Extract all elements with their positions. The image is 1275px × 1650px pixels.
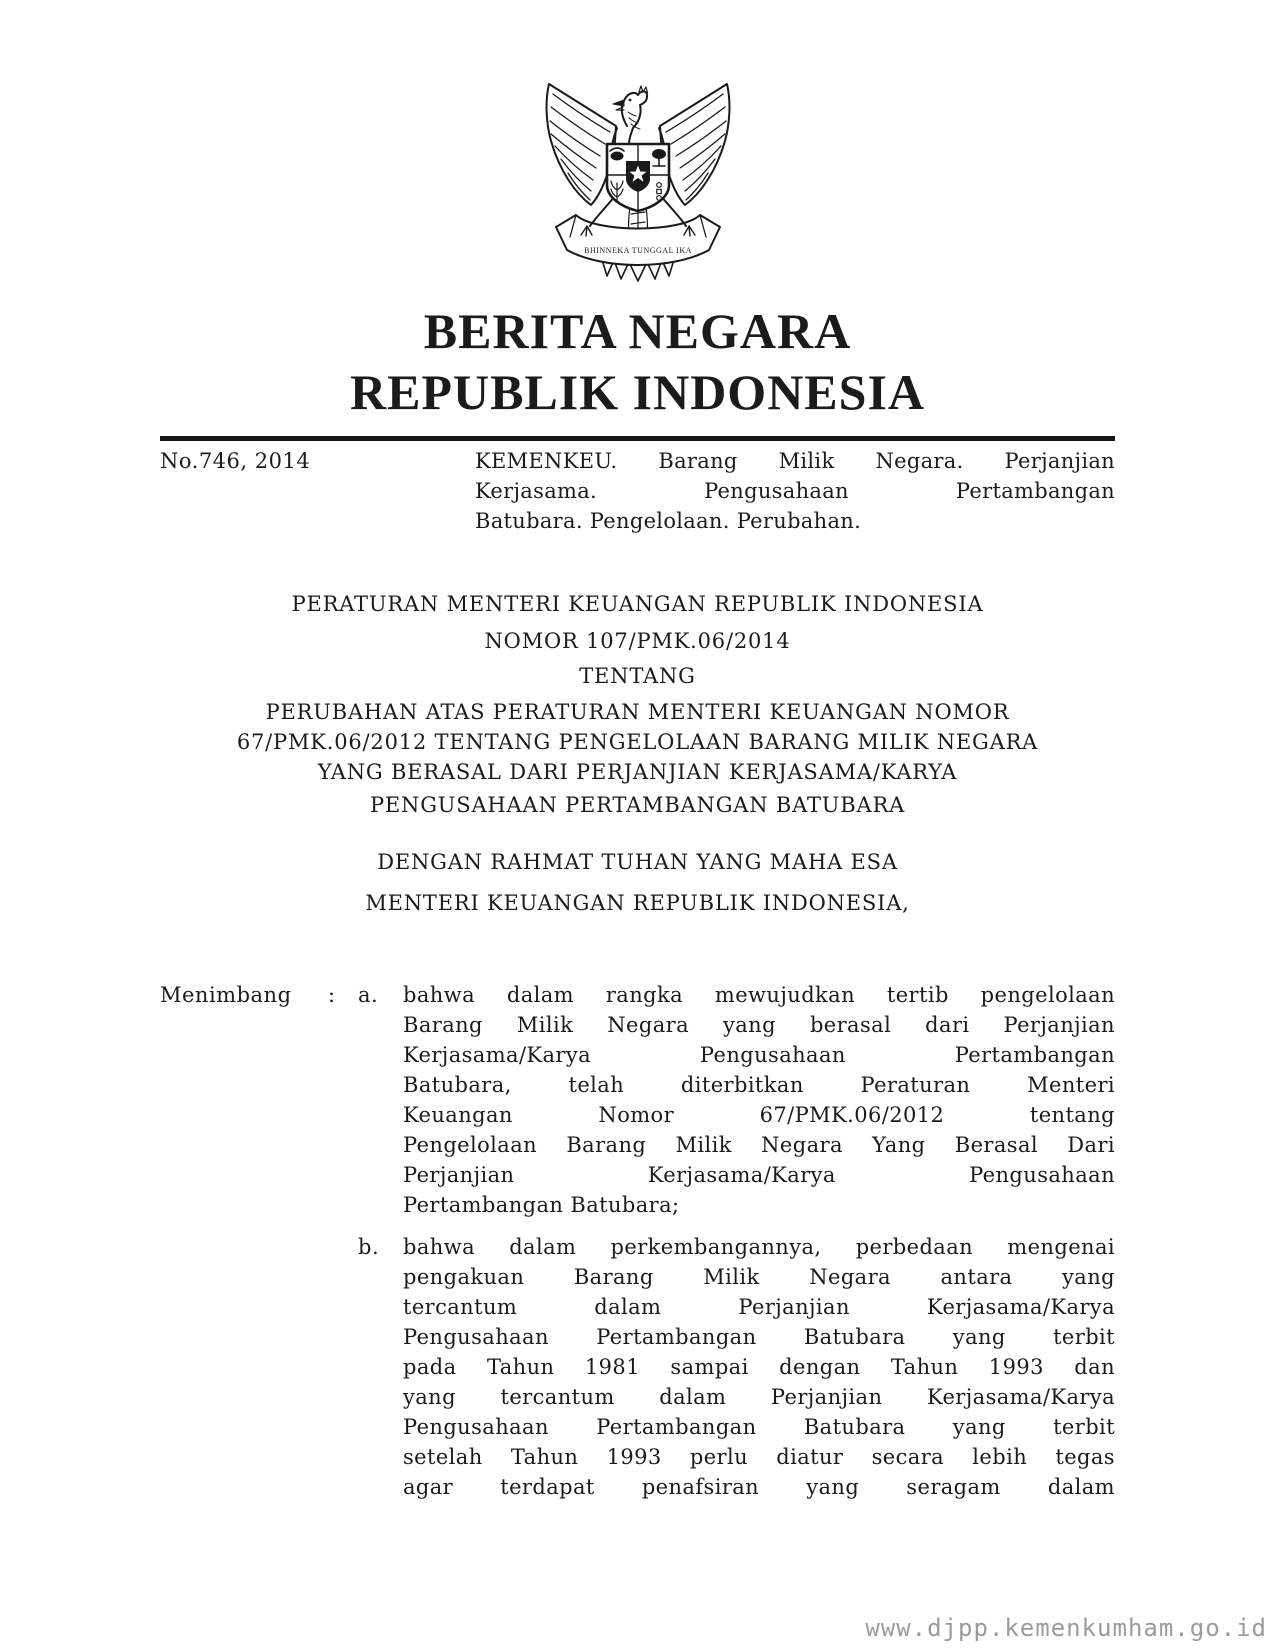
text-line: yang tercantum dalam Perjanjian Kerjasama/Karya [403, 1385, 1115, 1409]
eagle-head [613, 86, 648, 144]
item-text [403, 1232, 1115, 1502]
subject-line: Batubara. Pengelolaan. Perubahan. [475, 509, 862, 533]
footer-watermark-url: www.djpp.kemenkumham.go.id [865, 1614, 1267, 1642]
text-line: Pengelolaan Barang Milik Negara Yang Berasal Dari [403, 1133, 1115, 1157]
item-letter: a. [358, 983, 379, 1007]
text-line: Barang Milik Negara yang berasal dari Perjanjian [403, 1013, 1115, 1037]
right-wing-icon [660, 84, 729, 205]
title-line: PERATURAN MENTERI KEUANGAN REPUBLIK INDONESIA [291, 592, 984, 616]
document-content [160, 436, 1115, 1502]
subject-line: KEMENKEU. Barang Milik Negara. Perjanjian [475, 449, 1115, 473]
preamble-section [160, 980, 1115, 1502]
text-line: Kerjasama/Karya Pengusahaan Pertambangan [403, 1043, 1115, 1067]
item-text [403, 980, 1115, 1220]
text-line: Pengusahaan Pertambangan Batubara yang terbit [403, 1325, 1115, 1349]
text-line: Pengusahaan Pertambangan Batubara yang terbit [403, 1415, 1115, 1439]
title-line: YANG BERASAL DARI PERJANJIAN KERJASAMA/KARYA [317, 760, 958, 784]
preamble-colon: : [328, 983, 336, 1007]
text-line: bahwa dalam rangka mewujudkan tertib pengelolaan [403, 983, 1115, 1007]
gazette-title-line-1: BERITA NEGARA [423, 303, 852, 359]
preamble-label: Menimbang [160, 983, 292, 1007]
left-wing-icon [546, 84, 615, 205]
preamble-item-a [160, 980, 1115, 1220]
text-line: Pertambangan Batubara; [403, 1193, 680, 1217]
pancasila-shield [607, 144, 669, 211]
text-line: Batubara, telah diterbitkan Peraturan Menteri [403, 1073, 1115, 1097]
title-line: PERUBAHAN ATAS PERATURAN MENTERI KEUANGAN NOMOR [265, 700, 1010, 724]
title-line: NOMOR 107/PMK.06/2014 [484, 629, 791, 653]
title-line: TENTANG [579, 664, 696, 688]
gazette-title-line-2: REPUBLIK INDONESIA [349, 364, 926, 420]
gazette-number: No.746, 2014 [160, 449, 311, 473]
subject-line: Kerjasama. Pengusahaan Pertambangan [475, 479, 1115, 503]
spacer [328, 1232, 358, 1502]
text-line: tercantum dalam Perjanjian Kerjasama/Karya [403, 1295, 1115, 1319]
garuda-pancasila-emblem [543, 80, 733, 282]
preamble-item-b [160, 1232, 1115, 1502]
title-line: MENTERI KEUANGAN REPUBLIK INDONESIA, [365, 891, 910, 915]
text-line: pengakuan Barang Milik Negara antara yang [403, 1265, 1115, 1289]
gazette-subject [475, 446, 1115, 536]
emblem-motto: BHINNEKA TUNGGAL IKA [583, 246, 692, 255]
text-line: agar terdapat penafsiran yang seragam dalam [403, 1475, 1115, 1499]
title-line: DENGAN RAHMAT TUHAN YANG MAHA ESA [377, 850, 898, 874]
masthead-row [160, 446, 1115, 536]
regulation-title-block [160, 589, 1115, 918]
text-line: Keuangan Nomor 67/PMK.06/2012 tentang [403, 1103, 1115, 1127]
spacer [160, 1232, 328, 1502]
document-header [0, 0, 1275, 423]
text-line: pada Tahun 1981 sampai dengan Tahun 1993 dan [403, 1355, 1115, 1379]
text-line: bahwa dalam perkembangannya, perbedaan mengenai [403, 1235, 1115, 1259]
title-line: PENGUSAHAAN PERTAMBANGAN BATUBARA [369, 793, 906, 817]
title-line: 67/PMK.06/2012 TENTANG PENGELOLAAN BARANG MILIK NEGARA [236, 730, 1039, 754]
emblem-wrap [0, 80, 1275, 282]
item-letter: b. [358, 1235, 380, 1259]
text-line: Perjanjian Kerjasama/Karya Pengusahaan [403, 1163, 1115, 1187]
masthead-divider-rule [160, 436, 1115, 441]
text-line: setelah Tahun 1993 perlu diatur secara lebih tegas [403, 1445, 1115, 1469]
